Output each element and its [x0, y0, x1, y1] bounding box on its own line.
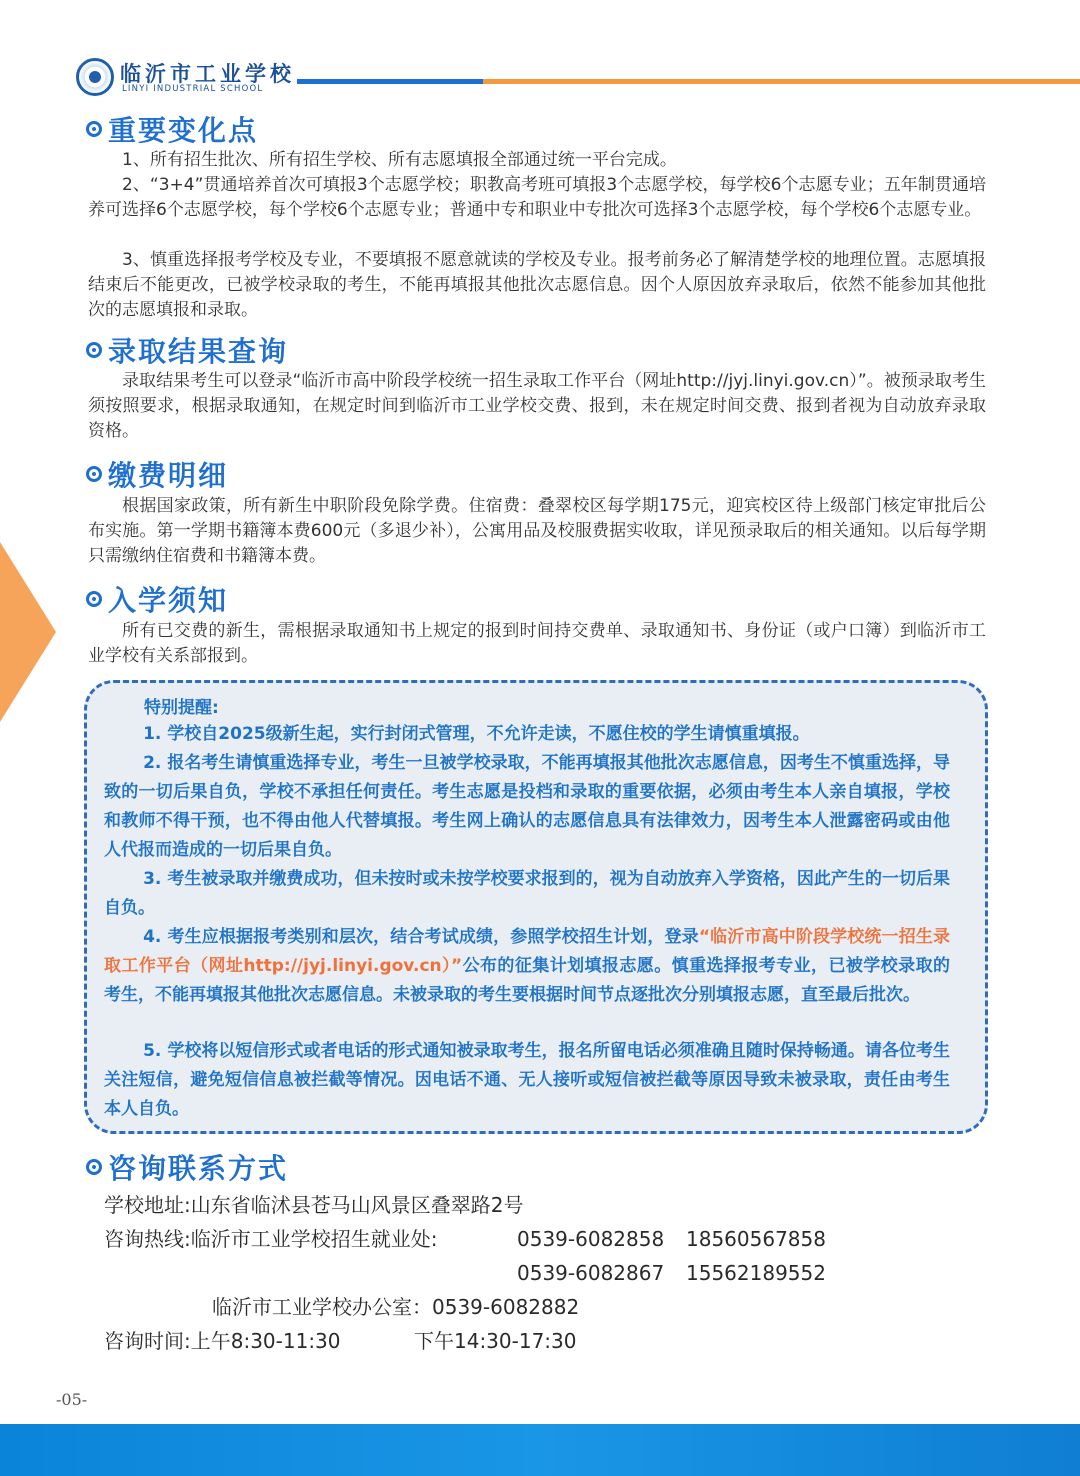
contact-mobile-1: 18560567858 — [686, 1227, 826, 1251]
platform-link-highlight: “临沂市高中阶段学校统一招生录取工作平台（网址http://jyj.linyi.gov.cn）” — [104, 927, 950, 976]
fees-paragraph: 根据国家政策，所有新生中职阶段免除学费。住宿费：叠翠校区每学期175元，迎宾校区待上级部门核定审批后公布实施。第一学期书籍簿本费600元（多退少补），公寓用品及校服费据实收取，详见预录取后的相关通知。以后每学期只需缴纳住宿费和书籍簿本费。 — [88, 496, 986, 566]
notice-item-4-text: 4. 考生应根据报考类别和层次，结合考试成绩，参照学校招生计划，登录 — [143, 927, 699, 947]
section-title-text: 缴费明细 — [108, 459, 229, 492]
notice-item-2: 2. 报名考生请慎重选择专业，考生一旦被学校录取，不能再填报其他批次志愿信息，因考生不慎重选择，导致的一切后果自负，学校不承担任何责任。考生志愿是投档和录取的重要依据，必须由考生本人亲自填报，学校和教师不得干预，也不得由他人代替填报。考生网上确认的志愿信息具有法律效力，因考生本人泄露密码或由他人代报而造成的一切后果自负。 — [104, 753, 950, 860]
header-divider-blue — [297, 79, 483, 84]
section-title-contact — [86, 1152, 288, 1186]
circle-bullet-icon — [86, 1159, 102, 1175]
contact-phone-2: 0539-6082867 — [517, 1261, 665, 1285]
section-title-text: 咨询联系方式 — [108, 1152, 289, 1185]
section-title-fees — [86, 459, 228, 493]
notice-item-1: 1. 学校自2025级新生起，实行封闭式管理，不允许走读，不愿住校的学生请慎重填报。 — [143, 724, 810, 744]
changes-paragraph-1: 1、所有招生批次、所有招生学校、所有志愿填报全部通过统一平台完成。 — [122, 150, 677, 170]
contact-address: 学校地址:山东省临沭县苍马山风景区叠翠路2号 — [104, 1193, 524, 1217]
circle-bullet-icon — [86, 342, 102, 358]
header-divider-orange — [483, 79, 1080, 84]
notice-item-3: 3. 考生被录取并缴费成功，但未按时或未按学校要求报到的，视为自动放弃入学资格，因此产生的一切后果自负。 — [104, 869, 950, 918]
section-title-enroll — [86, 584, 228, 618]
changes-paragraph-3: 3、慎重选择报考学校及专业，不要填报不愿意就读的学校及专业。报考前务必了解清楚学校的地理位置。志愿填报结束后不能更改，已被学校录取的考生，不能再填报其他批次志愿信息。因个人原因放弃录取后，依然不能参加其他批次的志愿填报和录取。 — [88, 250, 986, 320]
circle-bullet-icon — [86, 591, 102, 607]
section-title-text: 重要变化点 — [108, 114, 259, 147]
school-name-en: LINYI INDUSTRIAL SCHOOL — [122, 84, 264, 94]
circle-bullet-icon — [86, 121, 102, 137]
school-name-cn: 临沂市工业学校 — [120, 61, 295, 86]
section-title-changes — [86, 114, 258, 148]
notice-heading: 特别提醒: — [144, 698, 219, 718]
school-logo-icon — [76, 58, 114, 96]
contact-phone-1: 0539-6082858 — [517, 1227, 665, 1251]
page-number: -05- — [56, 1390, 88, 1409]
section-title-text: 入学须知 — [108, 584, 229, 617]
notice-item-5: 5. 学校将以短信形式或者电话的形式通知被录取考生，报名所留电话必须准确且随时保持畅通。请各位考生关注短信，避免短信信息被拦截等情况。因电话不通、无人接听或短信被拦截等原因导致未被录取，责任由考生本人自负。 — [104, 1041, 950, 1119]
section-title-text: 录取结果查询 — [108, 335, 289, 368]
enroll-paragraph: 所有已交费的新生，需根据录取通知书上规定的报到时间持交费单、录取通知书、身份证（或户口簿）到临沂市工业学校有关系部报到。 — [88, 621, 986, 666]
side-decoration — [0, 542, 56, 722]
changes-paragraph-2: 2、“3+4”贯通培养首次可填报3个志愿学校；职教高考班可填报3个志愿学校，每学校6个志愿专业；五年制贯通培养可选择6个志愿学校，每个学校6个志愿专业；普通中专和职业中专批次可选择3个志愿学校，每个学校6个志愿专业。 — [88, 175, 986, 220]
contact-hours-pm: 下午14:30-17:30 — [414, 1329, 577, 1353]
query-paragraph: 录取结果考生可以登录“临沂市高中阶段学校统一招生录取工作平台（网址http://jyj.linyi.gov.cn）”。被预录取考生须按照要求，根据录取通知，在规定时间到临沂市工业学校交费、报到，未在规定时间交费、报到者视为自动放弃录取资格。 — [88, 371, 986, 441]
contact-hours-am: 咨询时间:上午8:30-11:30 — [104, 1329, 341, 1353]
circle-bullet-icon — [86, 466, 102, 482]
notice-item-4 — [104, 923, 950, 1010]
contact-hotline-label: 咨询热线:临沂市工业学校招生就业处: — [104, 1227, 438, 1251]
notice-item-4-text-end: 公布的征集计划填报志愿。慎重选择报考专业，已被学校录取的考生，不能再填报其他批次志愿信息。未被录取的考生要根据时间节点逐批次分别填报志愿，直至最后批次。 — [104, 956, 951, 1005]
contact-mobile-2: 15562189552 — [686, 1261, 826, 1285]
contact-office: 临沂市工业学校办公室：0539-6082882 — [212, 1295, 580, 1319]
footer-bar — [0, 1424, 1080, 1476]
section-title-query — [86, 335, 288, 369]
